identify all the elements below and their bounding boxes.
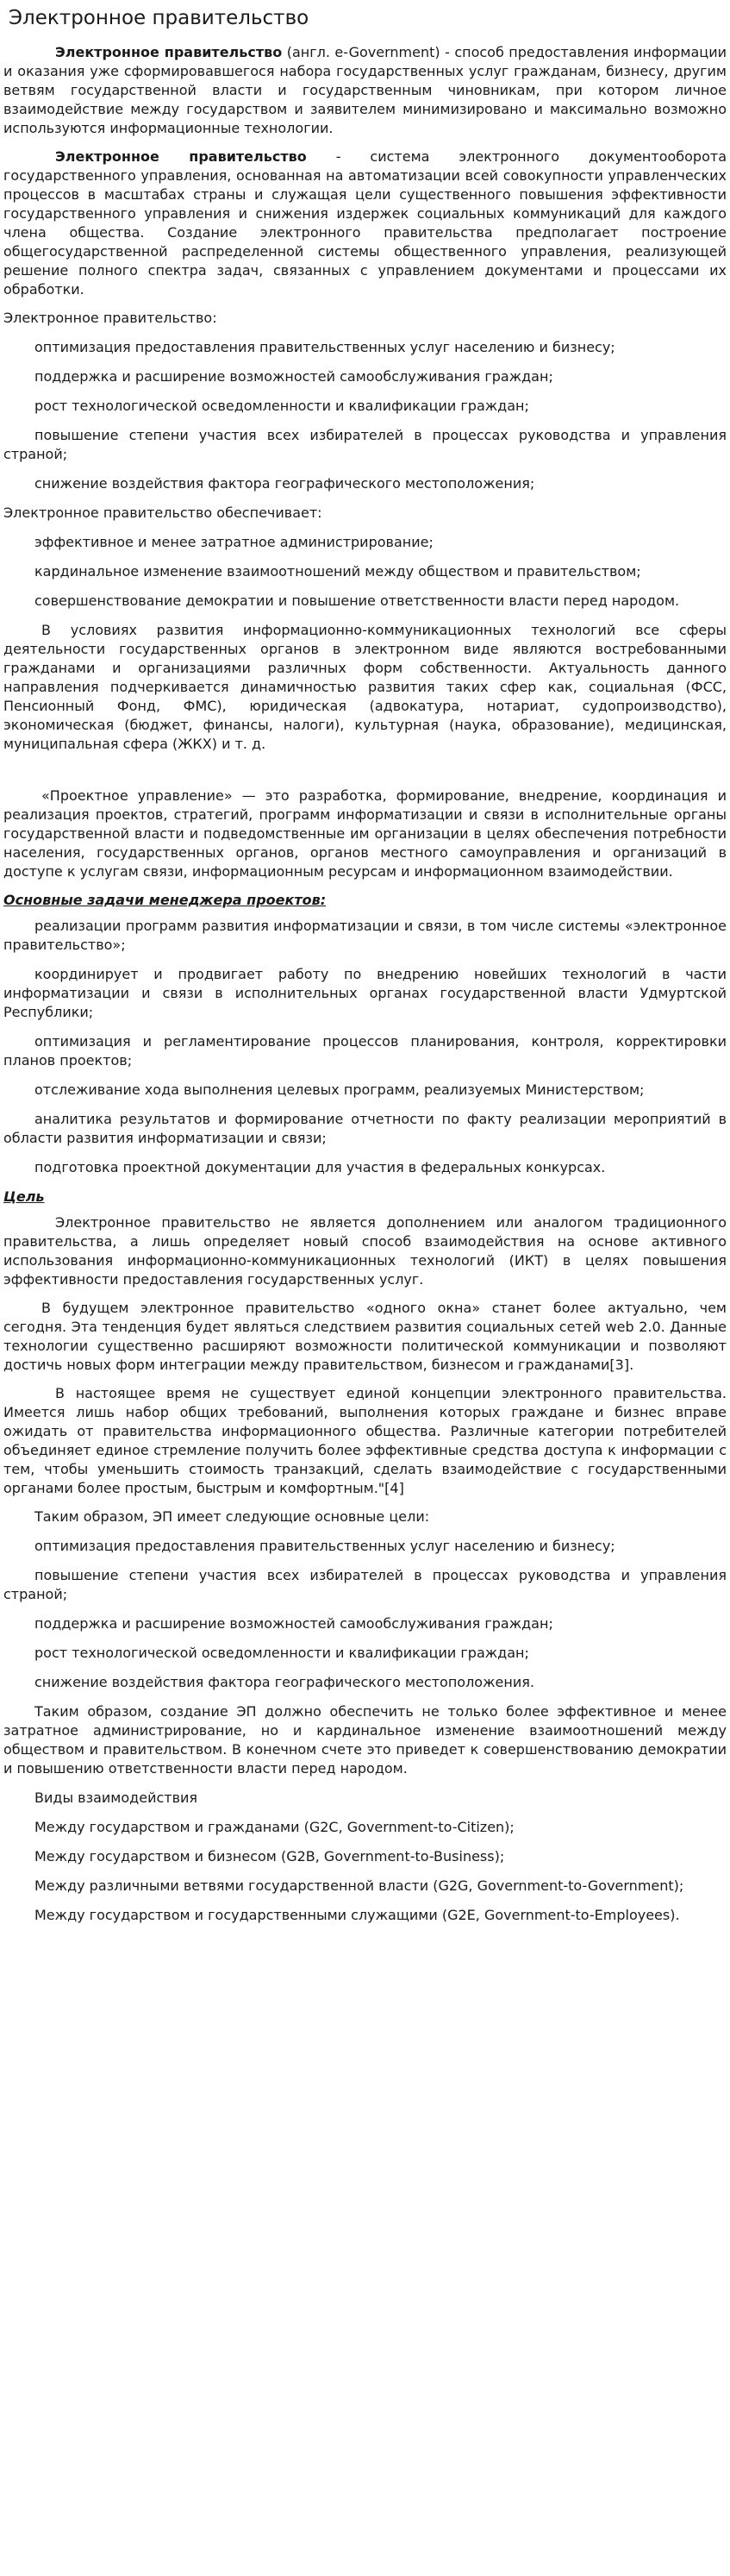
list-2-intro: Электронное правительство обеспечивает: [3,505,322,521]
list-2-item: эффективное и менее затратное администрирование; [34,534,434,550]
task-item: координирует и продвигает работу по внедрению новейших технологий в части информатизации и связи в исполнительных органах государственной власти Удмуртской Республики; [3,966,727,1020]
list-1-item: снижение воздействия фактора географического местоположения; [34,475,535,492]
task-item: аналитика результатов и формирование отчетности по факту реализации мероприятий в области развития информатизации и связи; [3,1111,727,1146]
term-bold: Электронное правительство [55,148,307,165]
list-1-item: поддержка и расширение возможностей самообслуживания граждан; [34,368,553,385]
list-3-item: рост технологической осведомленности и квалификации граждан; [34,1645,529,1661]
list-2-item: совершенствование демократии и повышение ответственности власти перед народом. [34,592,680,609]
interaction-type-item: Между государством и бизнесом (G2B, Government-to-Business); [34,1848,505,1865]
list-3-item: снижение воздействия фактора географического местоположения. [34,1674,534,1690]
interaction-type-item: Между государством и гражданами (G2C, Government-to-Citizen); [34,1819,515,1835]
paragraph-ict: В условиях развития информационно-коммуникационных технологий все сферы деятельности государственных органов в электронном виде являются востребованными гражданами и организациями различных форм собственности. Актуальность данного направления подчеркивается динамичностью развития таких сфер как, социальная (ФСС, Пенсионный Фонд, ФМС), юридическая (адвокатура, нотариат, судопроизводство), экономическая (бюджет, финансы, налоги), культурная (наука, образование), медицинская, муниципальная сфера (ЖКХ) и т. д. [3,622,727,752]
list-3-item: повышение степени участия всех избирателей в процессах руководства и управления страной; [3,1567,727,1602]
goal-heading: Цель [3,1188,45,1205]
list-3-item: оптимизация предоставления правительственных услуг населению и бизнесу; [34,1538,615,1554]
paragraph-text: - система электронного документооборота государственного управления, основанная на автоматизации всей совокупности управленческих процессов в масштабах страны и служащая цели существенного повышения эффективности государственного управления и снижения издержек социальных коммуникаций для каждого члена общества. Создание электронного правительства предполагает построение общегосударственной распределенной системы общественного управления, реализующей решение полного спектра задач, связанных с управлением документами и процессами их обработки. [3,148,727,298]
list-3-item: поддержка и расширение возможностей самообслуживания граждан; [34,1615,553,1632]
task-item: подготовка проектной документации для участия в федеральных конкурсах. [34,1159,606,1175]
term-bold: Электронное правительство [55,44,283,60]
intro-paragraph-1 [3,43,727,138]
list-4-intro: Виды взаимодействия [34,1789,198,1806]
paragraph-goal: Электронное правительство не является дополнением или аналогом традиционного правительства, а лишь определяет новый способ взаимодействия на основе активного использования информационно-коммуникационных технологий (ИКТ) в целях повышения эффективности предоставления государственных услуг. [3,1214,727,1288]
paragraph-conclusion: Таким образом, создание ЭП должно обеспечить не только более эффективное и менее затратное администрирование, но и кардинальное изменение взаимоотношений между обществом и правительством. В конечном счете это приведет к совершенствованию демократии и повышению ответственности власти перед народом. [3,1703,727,1777]
paragraph-text: (англ. e-Government) - способ предоставления информации и оказания уже сформировавшегося набора государственных услуг гражданам, бизнесу, другим ветвям государственной власти и государственным чиновникам, при котором личное взаимодействие между государством и заявителем минимизировано и максимально возможно используются информационные технологии. [3,44,727,136]
tasks-heading: Основные задачи менеджера проектов: [3,892,327,908]
list-1-intro: Электронное правительство: [3,310,217,326]
list-3-intro: Таким образом, ЭП имеет следующие основные цели: [34,1508,430,1525]
interaction-type-item: Между различными ветвями государственной власти (G2G, Government-to-Government); [34,1877,684,1894]
intro-paragraph-2 [3,147,727,299]
list-1-item: оптимизация предоставления правительственных услуг населению и бизнесу; [34,339,615,355]
interaction-type-item: Между государством и государственными служащими (G2E, Government-to-Employees). [34,1907,680,1923]
page-title: Электронное правительство [9,7,309,29]
paragraph-project-management: «Проектное управление» — это разработка, формирование, внедрение, координация и реализация проектов, стратегий, программ информатизации и связи в исполнительные органы государственной власти и подведомственные им организации в целях обеспечения потребности населения, государственных органов, органов местного самоуправления и организаций в доступе к услугам связи, информационным ресурсам и информационном взаимодействии. [3,787,727,880]
list-1-item: рост технологической осведомленности и квалификации граждан; [34,398,529,414]
task-item: оптимизация и регламентирование процессов планирования, контроля, корректировки планов проектов; [3,1033,727,1069]
paragraph-future: В будущем электронное правительство «одного окна» станет более актуально, чем сегодня. Эта тенденция будет являться следствием развития социальных сетей web 2.0. Данные технологии существенно расширяют возможности политической коммуникации и позволяют достичь новых форм интеграции между правительством, бизнесом и гражданами[3]. [3,1300,727,1373]
list-2-item: кардинальное изменение взаимоотношений между обществом и правительством; [34,563,641,580]
paragraph-concept: В настоящее время не существует единой концепции электронного правительства. Имеется лишь набор общих требований, выполнения которых граждане и бизнес вправе ожидать от правительства информационного общества. Различные категории потребителей объединяет единое стремление получить более эффективные средства доступа к информации с тем, чтобы уменьшить стоимость транзакций, сделать взаимодействие с государственными органами более простым, быстрым и комфортным."[4] [3,1385,727,1496]
task-item: отслеживание хода выполнения целевых программ, реализуемых Министерством; [34,1081,645,1098]
list-1-item: повышение степени участия всех избирателей в процессах руководства и управления страной; [3,427,727,462]
task-item: реализации программ развития информатизации и связи, в том числе системы «электронное правительство»; [3,918,727,953]
